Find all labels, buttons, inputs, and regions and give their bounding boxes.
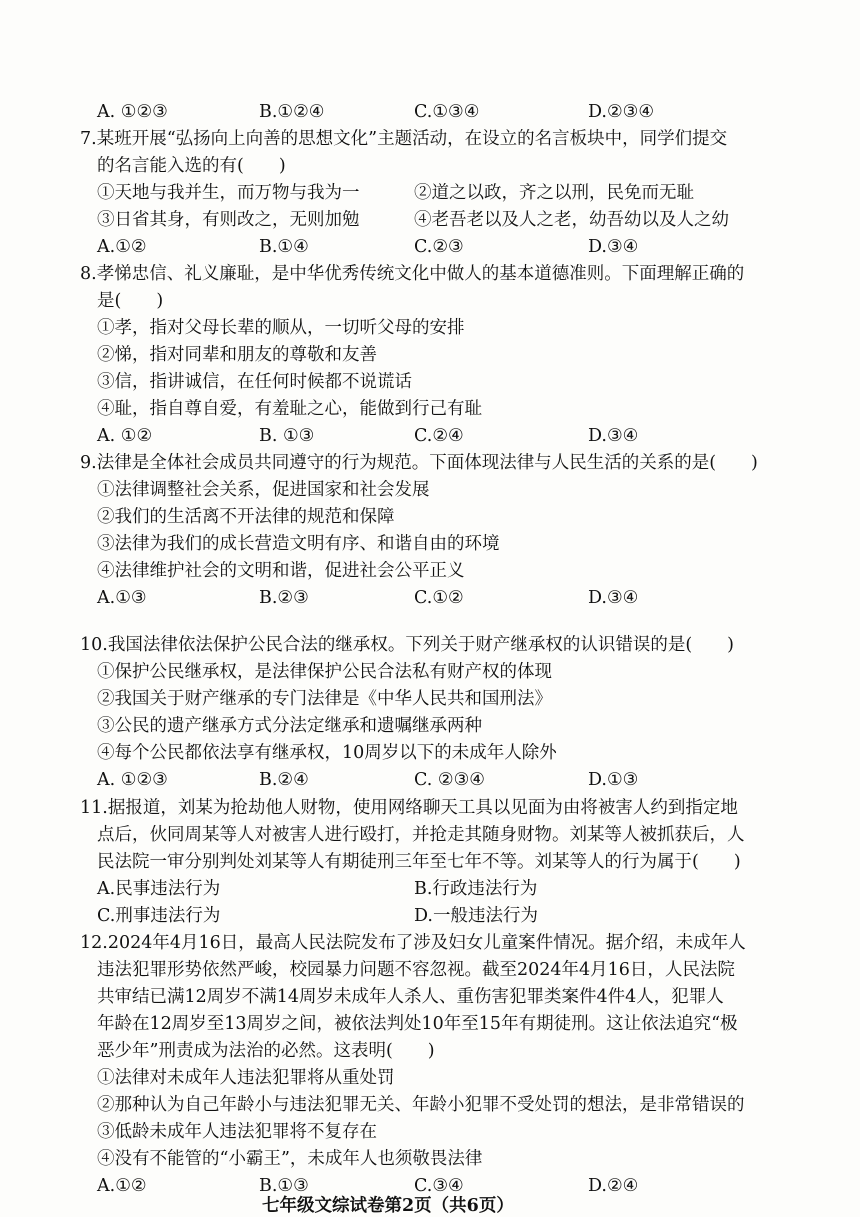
option-d: D.②③④ xyxy=(588,102,655,122)
q7-stem-line-1: 7.某班开展“弘扬向上向善的思想文化”主题活动，在设立的名言板块中，同学们提交 xyxy=(80,129,728,149)
q8-statement-3: ③信，指讲诚信，在任何时候都不说谎话 xyxy=(97,372,412,392)
option-d: D.③④ xyxy=(588,588,639,608)
q12-statement-1: ①法律对未成年人违法犯罪将从重处罚 xyxy=(97,1068,395,1088)
option-a: A.①② xyxy=(97,237,147,257)
q12-stem-line-5: 恶少年”刑责成为法治的必然。这表明( ) xyxy=(97,1041,435,1061)
option-d: D.③④ xyxy=(588,426,639,446)
q8-statement-4: ④耻，指自尊自爱，有羞耻之心，能做到行己有耻 xyxy=(97,399,482,419)
q7-stem-line-2: 的名言能入选的有( ) xyxy=(97,156,286,176)
page-footer: 七年级文综试卷第2页（共6页） xyxy=(262,1196,514,1216)
option-c: C.①② xyxy=(414,588,464,608)
q12-statement-4: ④没有不能管的“小霸王”，未成年人也须敬畏法律 xyxy=(97,1149,483,1169)
q10-statement-2: ②我国关于财产继承的专门法律是《中华人民共和国刑法》 xyxy=(97,689,552,709)
option-d: D.①③ xyxy=(588,770,639,790)
q8-statement-2: ②悌，指对同辈和朋友的尊敬和友善 xyxy=(97,345,377,365)
q10-stem-line-1: 10.我国法律依法保护公民合法的继承权。下列关于财产继承权的认识错误的是( ) xyxy=(80,635,734,655)
option-c: C.刑事违法行为 xyxy=(97,906,221,926)
option-a: A.①② xyxy=(97,1176,147,1196)
q12-stem-line-1: 12.2024年4月16日，最高人民法院发布了涉及妇女儿童案件情况。据介绍，未成年人 xyxy=(80,933,746,953)
q9-stem-line-1: 9.法律是全体社会成员共同遵守的行为规范。下面体现法律与人民生活的关系的是( ) xyxy=(80,453,758,473)
q7-statement-4: ④老吾老以及人之老，幼吾幼以及人之幼 xyxy=(414,210,729,230)
q7-statement-3: ③日省其身，有则改之，无则加勉 xyxy=(97,210,360,230)
option-b: B.行政违法行为 xyxy=(414,879,538,899)
option-b: B.①③ xyxy=(259,1176,309,1196)
option-a: A.民事违法行为 xyxy=(97,879,221,899)
option-d: D.③④ xyxy=(588,237,639,257)
option-c: C.③④ xyxy=(414,1176,464,1196)
option-c: C.②③ xyxy=(414,237,464,257)
option-b: B.②④ xyxy=(259,770,309,790)
q11-stem-line-3: 民法院一审分别判处刘某等人有期徒刑三年至七年不等。刘某等人的行为属于( ) xyxy=(97,852,741,872)
q9-statement-4: ④法律维护社会的文明和谐，促进社会公平正义 xyxy=(97,561,465,581)
option-b: B.①②④ xyxy=(259,102,325,122)
q12-statement-3: ③低龄未成年人违法犯罪将不复存在 xyxy=(97,1122,377,1142)
q12-stem-line-2: 违法犯罪形势依然严峻，校园暴力问题不容忽视。截至2024年4月16日，人民法院 xyxy=(97,960,735,980)
q9-statement-1: ①法律调整社会关系，促进国家和社会发展 xyxy=(97,480,430,500)
q10-statement-4: ④每个公民都依法享有继承权，10周岁以下的未成年人除外 xyxy=(97,743,557,763)
q11-stem-line-2: 点后，伙同周某等人对被害人进行殴打，并抢走其随身财物。刘某等人被抓获后，人 xyxy=(97,825,745,845)
q8-stem-line-2: 是( ) xyxy=(97,291,164,311)
q7-statement-1: ①天地与我并生，而万物与我为一 xyxy=(97,183,360,203)
q7-statement-2: ②道之以政，齐之以刑，民免而无耻 xyxy=(414,183,694,203)
option-b: B. ①③ xyxy=(259,426,315,446)
q12-statement-2: ②那种认为自己年龄小与违法犯罪无关、年龄小犯罪不受处罚的想法，是非常错误的 xyxy=(97,1095,745,1115)
option-a: A. ①②③ xyxy=(97,102,168,122)
option-c: C.②④ xyxy=(414,426,464,446)
q9-statement-3: ③法律为我们的成长营造文明有序、和谐自由的环境 xyxy=(97,534,500,554)
q12-stem-line-3: 共审结已满12周岁不满14周岁未成年人杀人、重伤害犯罪类案件4件4人，犯罪人 xyxy=(97,987,724,1007)
option-d: D.②④ xyxy=(588,1176,639,1196)
option-a: A. ①② xyxy=(97,426,153,446)
q8-statement-1: ①孝，指对父母长辈的顺从，一切听父母的安排 xyxy=(97,318,465,338)
q10-statement-1: ①保护公民继承权，是法律保护公民合法私有财产权的体现 xyxy=(97,662,552,682)
option-b: B.①④ xyxy=(259,237,309,257)
option-d: D.一般违法行为 xyxy=(414,906,538,926)
q12-stem-line-4: 年龄在12周岁至13周岁之间，被依法判处10年至15年有期徒刑。这让依法追究“极 xyxy=(97,1014,738,1034)
q11-stem-line-1: 11.据报道，刘某为抢劫他人财物，使用网络聊天工具以见面为由将被害人约到指定地 xyxy=(80,798,738,818)
option-c: C. ②③④ xyxy=(414,770,485,790)
option-a: A. ①②③ xyxy=(97,770,168,790)
q10-statement-3: ③公民的遗产继承方式分法定继承和遗嘱继承两种 xyxy=(97,716,482,736)
option-c: C.①③④ xyxy=(414,102,480,122)
q9-statement-2: ②我们的生活离不开法律的规范和保障 xyxy=(97,507,395,527)
q8-stem-line-1: 8.孝悌忠信、礼义廉耻，是中华优秀传统文化中做人的基本道德准则。下面理解正确的 xyxy=(80,264,745,284)
option-b: B.②③ xyxy=(259,588,309,608)
option-a: A.①③ xyxy=(97,588,147,608)
